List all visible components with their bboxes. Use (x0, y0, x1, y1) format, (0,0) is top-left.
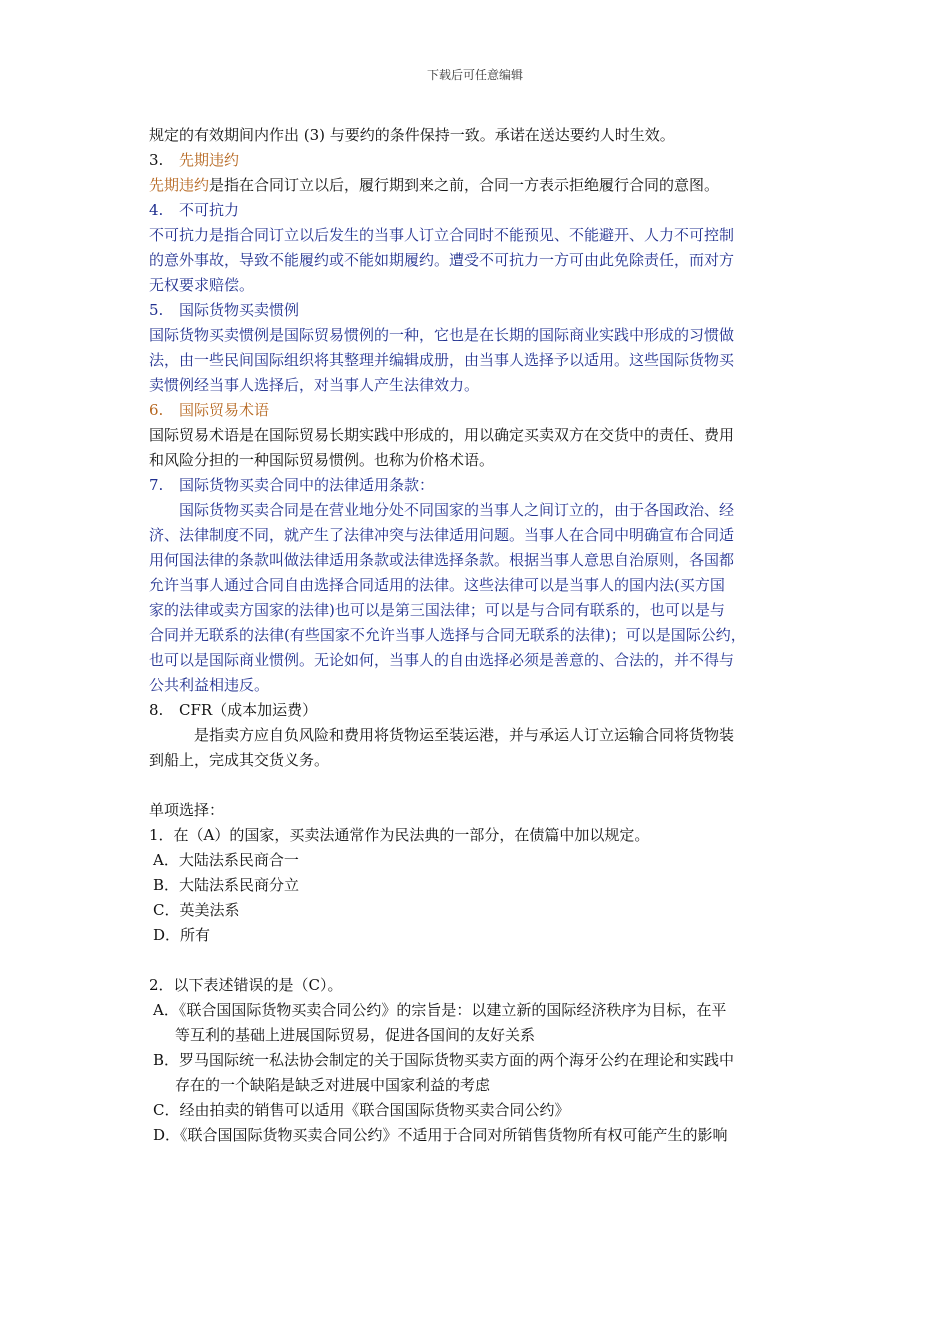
section-7-body: 国际货物买卖合同是在营业地分处不同国家的当事人之间订立的，由于各国政治、经 济、法律制度不同，就产生了法律冲突与法律适用问题。当事人在合同中明确宣布合同适 用何国法律的条款叫做法律适用条款或法律选择条款。根据当事人意思自治原则，各国都 允许当事人通过合同自由选择合同适用的法律。这些法律可以是当事人的国内法(买方国 家的法律或卖方国家的法律)也可以是第三国法律；可以是与合同有联系的，也可以是与 合同并无联系的法律(有些国家不允许当事人选择与合同无联系的法律)；可以是国际公约， 也可以是国际商业惯例。无论如何，当事人的自由选择必须是善意的、合法的，并不得与 公共利益相违反。 (149, 501, 746, 694)
question-2-option-d: D．《联合国国际货物买卖合同公约》不适用于合同对所销售货物所有权可能产生的影响 (153, 1126, 728, 1144)
intro-line: 规定的有效期间内作出 (3) 与要约的条件保持一致。承诺在送达要约人时生效。 (149, 126, 675, 144)
section-8-body: 是指卖方应自负风险和费用将货物运至装运港，并与承运人订立运输合同将货物装 到船上，完成其交货义务。 (149, 726, 735, 769)
question-1-option-b: B．大陆法系民商分立 (153, 876, 300, 894)
spacer (149, 773, 811, 798)
section-4-body: 不可抗力是指合同订立以后发生的当事人订立合同时不能预见、不能避开、人力不可控制 的意外事故，导致不能履约或不能如期履约。遭受不可抗力一方可由此免除责任，而对方 无权要求赔偿。 (149, 226, 735, 294)
page-header: 下载后可任意编辑 (426, 68, 523, 82)
question-2-option-c: C．经由拍卖的销售可以适用《联合国国际货物买卖合同公约》 (153, 1101, 570, 1119)
section-3-body: 先期违约是指在合同订立以后，履行期到来之前，合同一方表示拒绝履行合同的意图。 (149, 176, 720, 194)
question-2-option-a: A．《联合国国际货物买卖合同公约》的宗旨是：以建立新的国际经济秩序为目标，在平 等互利的基础上进展国际贸易，促进各国间的友好关系 (153, 1001, 727, 1044)
question-2-option-b: B．罗马国际统一私法协会制定的关于国际货物买卖方面的两个海牙公约在理论和实践中 存在的一个缺陷是缺乏对进展中国家利益的考虑 (153, 1051, 735, 1094)
section-8-heading: 8. CFR（成本加运费） (149, 701, 318, 719)
section-4-heading: 4. 不可抗力 (149, 201, 240, 219)
question-2-stem: 2．以下表述错误的是（C）。 (149, 976, 343, 994)
quiz-heading: 单项选择： (149, 801, 225, 819)
question-1-option-c: C．英美法系 (153, 901, 240, 919)
question-1-option-a: A．大陆法系民商合一 (153, 851, 299, 869)
section-6-body: 国际贸易术语是在国际贸易长期实践中形成的，用以确定买卖双方在交货中的责任、费用 和风险分担的一种国际贸易惯例。也称为价格术语。 (149, 426, 735, 469)
document-body (149, 123, 811, 1148)
section-5-heading: 5. 国际货物买卖惯例 (149, 301, 300, 319)
question-1-option-d: D．所有 (153, 926, 211, 944)
section-3-heading: 3. 先期违约 (149, 151, 240, 169)
spacer (149, 948, 811, 973)
section-5-body: 国际货物买卖惯例是国际贸易惯例的一种，它也是在长期的国际商业实践中形成的习惯做 法，由一些民间国际组织将其整理并编辑成册，由当事人选择予以适用。这些国际货物买 卖惯例经当事人选择后，对当事人产生法律效力。 (149, 326, 735, 394)
section-7-heading: 7. 国际货物买卖合同中的法律适用条款： (149, 476, 435, 494)
section-6-heading: 6. 国际贸易术语 (149, 401, 270, 419)
question-1-stem: 1．在（A）的国家，买卖法通常作为民法典的一部分，在债篇中加以规定。 (149, 826, 650, 844)
